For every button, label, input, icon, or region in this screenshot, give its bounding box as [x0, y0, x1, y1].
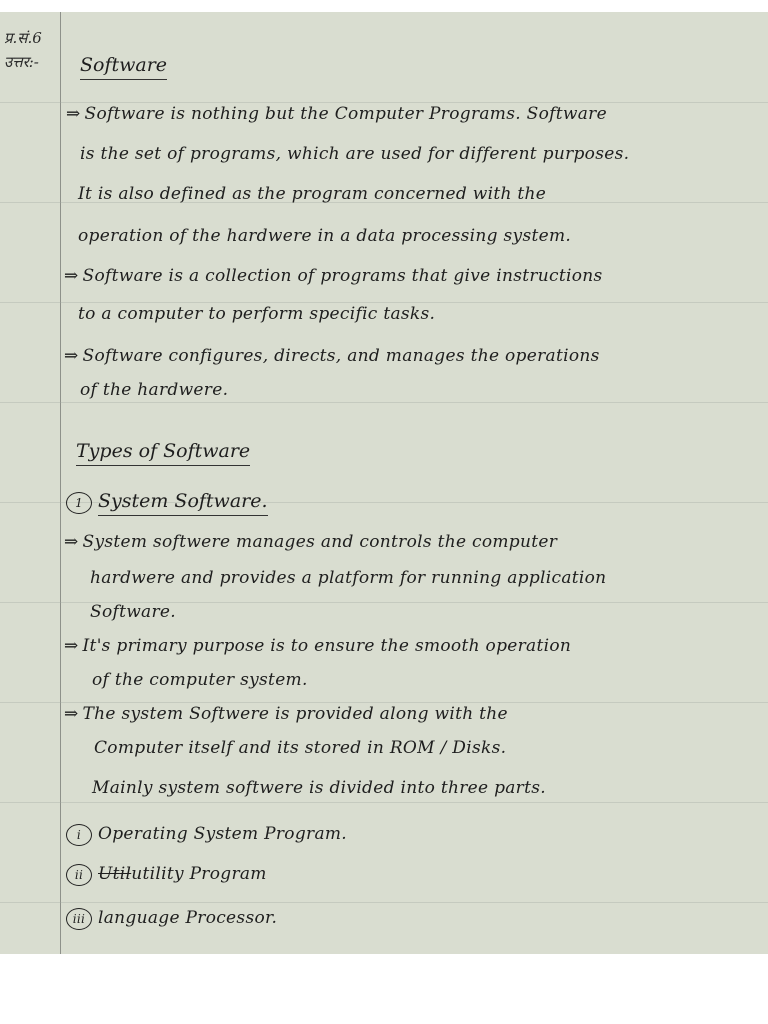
sys-para4: Mainly system softwere is divided into three parts. [92, 778, 546, 798]
part-text: language Processor. [98, 908, 278, 928]
para1-line3: It is also defined as the program concerned with the [78, 184, 547, 204]
roman-number-circle: iii [66, 908, 92, 930]
sys-para1-line1 [64, 532, 557, 552]
margin-line [60, 12, 61, 954]
sys-para1-line3: Software. [90, 602, 176, 622]
part-text: utility Program [131, 864, 267, 884]
part-item-2 [66, 864, 267, 886]
number-circle: 1 [66, 492, 92, 514]
para1-text: Software is nothing but the Computer Programs. Software [84, 104, 607, 124]
para2-line2: to a computer to perform specific tasks. [78, 304, 436, 324]
system-software-heading [66, 490, 268, 514]
ruled-line [0, 702, 768, 703]
arrow-bullet-icon: ⇒ [64, 346, 79, 366]
ruled-line [0, 802, 768, 803]
part-text: Operating System Program. [98, 824, 348, 844]
sys-para3-text: The system Softwere is provided along with the [82, 704, 508, 724]
para3-line2: of the hardwere. [80, 380, 229, 400]
ruled-line [0, 902, 768, 903]
sys-para2-line2: of the computer system. [92, 670, 308, 690]
sys-para3-line2: Computer itself and its stored in ROM / Disks. [94, 738, 507, 758]
sys-para2-line1 [64, 636, 571, 656]
arrow-bullet-icon: ⇒ [64, 636, 79, 656]
part-item-1 [66, 824, 347, 846]
arrow-bullet-icon: ⇒ [66, 104, 81, 124]
notebook-page [0, 12, 768, 954]
types-heading-text: Types of Software [76, 440, 250, 466]
types-heading [76, 440, 250, 462]
para1-line2: is the set of programs, which are used for different purposes. [80, 144, 630, 164]
sys-para1-line2: hardwere and provides a platform for running application [90, 568, 607, 588]
para1-line1 [66, 104, 607, 124]
arrow-bullet-icon: ⇒ [64, 266, 79, 286]
roman-number-circle: ii [66, 864, 92, 886]
arrow-bullet-icon: ⇒ [64, 704, 79, 724]
ruled-line [0, 302, 768, 303]
roman-number-circle: i [66, 824, 92, 846]
para3-text: Software configures, directs, and manages the operations [82, 346, 600, 366]
arrow-bullet-icon: ⇒ [64, 532, 79, 552]
answer-label: उत्तर:- [4, 53, 39, 71]
question-number: प्र.सं.6 [4, 29, 42, 47]
para3-line1 [64, 346, 600, 366]
struck-text: Util [98, 864, 132, 884]
para2-line1 [64, 266, 603, 286]
ruled-line [0, 402, 768, 403]
page-title [80, 54, 167, 76]
system-heading-text: System Software. [98, 490, 268, 516]
title-text: Software [80, 54, 167, 80]
sys-para1-text: System softwere manages and controls the computer [82, 532, 558, 552]
sys-para2-text: It's primary purpose is to ensure the smooth operation [82, 636, 572, 656]
sys-para3-line1 [64, 704, 508, 724]
part-item-3 [66, 908, 277, 930]
ruled-line [0, 102, 768, 103]
para1-line4: operation of the hardwere in a data processing system. [78, 226, 572, 246]
para2-text: Software is a collection of programs that give instructions [82, 266, 603, 286]
